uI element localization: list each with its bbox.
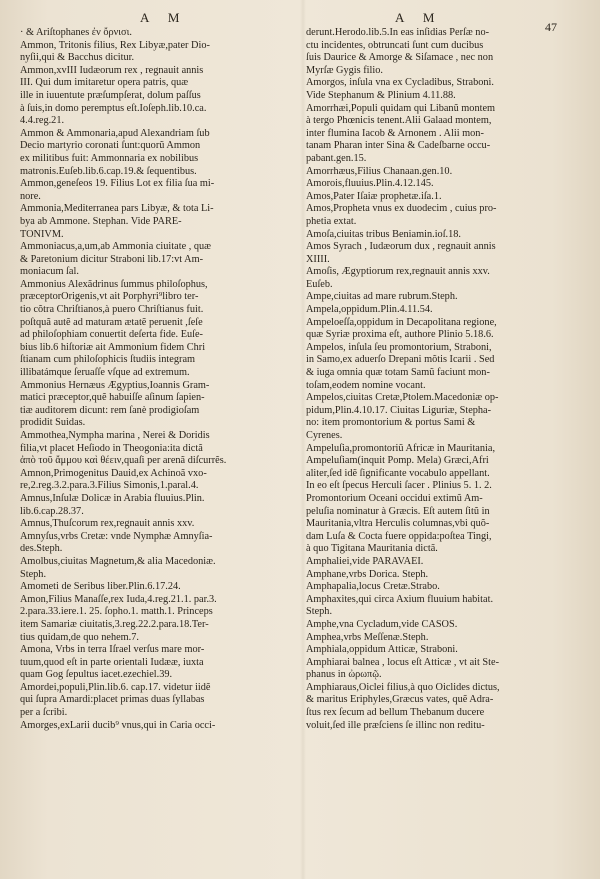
text-line: re,2.reg.3.2.para.3.Filius Simonis,1.paral.4.	[20, 480, 199, 492]
text-line: derunt.Herodo.lib.5.In eas inſidias Perſæ no-	[306, 27, 490, 38]
text-line: Amos,Propheta vnus ex duodecim , cuius pro-	[306, 203, 497, 215]
text-line: illibatámque ſeruaſſe vſque ad extremum.	[20, 367, 190, 379]
text-line: Ammonius Hernæus Ægyptius,Ioannis Gram-	[20, 379, 210, 391]
text-line: ad philoſophiam conuertit deſerta fide. Euſe-	[20, 329, 203, 341]
text-line: Amphiarai balnea , locus eſt Atticæ , vt ait Ste-	[306, 656, 500, 668]
text-line: · & Ariſtophanes ἐν ὄρνισι.	[20, 27, 132, 38]
text-line: ex militibus fuit: Ammonnaria ex nobilibus	[20, 152, 199, 164]
text-line: inter flumina Iacob & Arnonem . Alii mon-	[306, 127, 484, 139]
text-line: Ampe,ciuitas ad mare rubrum.Steph.	[306, 291, 458, 303]
text-line: Ammon,xvIII Iudæorum rex , regnauit annis	[20, 64, 204, 76]
text-line: Ammothea,Nympha marina , Nerei & Doridis	[20, 430, 210, 441]
text-line: tius quidam,de quo nehem.7.	[20, 631, 139, 643]
text-line: 4.4.reg.21.	[20, 115, 65, 127]
text-line: tiæ auditorem dicunt: rem ſanè prodigioſam	[20, 404, 200, 416]
text-line: Decio martyrio coronati ſunt:quorũ Ammon	[20, 140, 201, 152]
text-line: Amphaxites,qui circa Axium fluuium habitat.	[306, 593, 494, 605]
text-line: ctu incidentes, obtruncati ſunt cum ducibus	[306, 39, 484, 51]
text-line: Amnon,Primogenitus Dauid,ex Achinoã vxo-	[20, 467, 207, 479]
text-line: Amordei,populi,Plin.lib.6. cap.17. videtur iidẽ	[20, 681, 211, 693]
text-line: bius lib.6 hiſtoriæ ait Ammonium fidem Chri	[20, 341, 206, 353]
text-line: lib.6.cap.28.37.	[20, 505, 84, 517]
text-line: poſtquã autẽ ad maturam ætatẽ peruenit ,ſeſe	[20, 316, 203, 328]
text-line: tio cõtra Chriſtianos,à puero Chriſtianus fuit.	[20, 304, 204, 316]
text-line: Amoſis, Ægyptiorum rex,regnauit annis xxv.	[306, 266, 490, 278]
text-line: Ammonius Alexãdrinus ſummus philoſophus,	[20, 278, 208, 290]
text-line: tuum,quod eſt in parte orientali Iudææ, iuxta	[20, 656, 204, 668]
text-line: præceptorOrigenis,vt ait Porphyri⁹libro ter-	[20, 291, 199, 303]
text-line: TONIVM.	[20, 228, 64, 240]
text-line: XIIII.	[306, 253, 330, 265]
text-line: phetia extat.	[306, 215, 357, 227]
text-line: Amphane,vrbs Dorica. Steph.	[306, 568, 429, 580]
text-line: Ampeluſia,promontoriũ Africæ in Mauritania,	[306, 442, 496, 454]
text-line: Amona, Vrbs in terra Iſrael verſus mare mor-	[20, 644, 205, 656]
text-line: dam Luſa & Cocta fuere oppida:poſtea Tingi,	[306, 530, 492, 542]
text-line: matronis.Euſeb.lib.6.cap.19.& ſequentibus.	[20, 165, 197, 177]
text-line: Amorges,exLarii ducib⁹ vnus,qui in Caria occi-	[20, 719, 216, 731]
text-line: Myrſæ Gygis filio.	[306, 64, 383, 76]
text-line: no: item promontorium & portus Sami &	[306, 417, 476, 429]
text-line: Amos,Pater Iſaiæ prophetæ.iſa.1.	[306, 190, 442, 202]
right-text-column	[306, 27, 588, 732]
text-line: Ampelos, inſula ſeu promontorium, Straboni,	[306, 341, 492, 353]
text-line: voluit,ſed ille præſciens ſe illinc non reditu-	[306, 719, 485, 731]
text-line: In eo eſt ſpecus Herculi ſacer . Plinius 5. 1. 2.	[306, 480, 492, 492]
text-line: Amon,Filius Manaſſe,rex Iuda,4.reg.21.1. par.3.	[20, 593, 217, 605]
text-line: Amphiala,oppidum Atticæ, Straboni.	[306, 644, 458, 656]
page-number: 47	[545, 20, 557, 34]
text-line: Cyrenes.	[306, 430, 343, 441]
text-line: pabant.gen.15.	[306, 152, 367, 164]
text-line: & maritus Eriphyles,Græcus vates, quẽ Adra-	[306, 694, 494, 706]
text-line: 2.para.33.iere.1. 25. ſopho.1. matth.1. Princeps	[20, 606, 213, 618]
text-line: ſtus rex ſecum ad bellum Thebanum ducere	[306, 707, 485, 719]
text-line: ſtianam cum philoſophicis ſtudiis integram	[20, 354, 196, 366]
text-line: ſuis Daurice & Amorge & Siſamace , nec non	[306, 52, 494, 64]
text-line: à quo Tigitana Mauritania dictã.	[306, 543, 438, 555]
text-line: qui ſupra Amardi:placet primas duas ſyllabas	[20, 694, 205, 706]
text-line: Ampela,oppidum.Plin.4.11.54.	[306, 304, 433, 316]
text-line: ἀπὸ τοῦ ἄμμου καὶ θέειν,quaſi per arenã diſcurrẽs.	[20, 455, 227, 467]
text-line: Amphapalia,locus Cretæ.Strabo.	[306, 581, 440, 593]
text-line: & iuga omnia quæ totam Samũ faciunt mon-	[306, 367, 490, 379]
text-line: Amorois,fluuius.Plin.4.12.145.	[306, 178, 434, 190]
text-line: & Paretonium dicitur Straboni lib.17:vt Am-	[20, 253, 204, 265]
running-header-right: A M	[395, 10, 443, 25]
text-line: des.Steph.	[20, 543, 63, 555]
text-line: bya ab Ammone. Stephan. Vide PARE-	[20, 215, 182, 227]
left-text-column	[20, 27, 298, 732]
text-line: Euſeb.	[306, 278, 333, 290]
text-line: Amphe,vna Cycladum,vide CASOS.	[306, 618, 458, 630]
text-line: Ammonia,Mediterranea pars Libyæ, & tota Li-	[20, 203, 214, 215]
text-line: Amphaliei,vide PARAVAEI.	[306, 555, 424, 567]
text-line: Amos Syrach , Iudæorum dux , regnauit annis	[306, 241, 496, 253]
text-line: phanus in ὠρωπῷ.	[306, 669, 382, 681]
text-line: Steph.	[306, 606, 333, 618]
text-line: III. Qui dum imitaretur opera patris, quæ	[20, 77, 189, 89]
text-line: Ampelos,ciuitas Cretæ,Ptolem.Macedoniæ op-	[306, 392, 499, 404]
text-line: à ſuis,in domo peremptus eſt.Ioſeph.lib.10.ca.	[20, 102, 207, 114]
text-line: Amorrhæus,Filius Chanaan.gen.10.	[306, 165, 453, 177]
text-line: Ammon & Ammonaria,apud Alexandriam ſub	[20, 127, 210, 139]
text-line: Ampeloeſſa,oppidum in Decapolitana regione,	[306, 316, 497, 328]
running-header-left: A M	[140, 10, 188, 25]
text-line: prodidit Suidas.	[20, 417, 86, 429]
text-line: filia,vt placet Heſiodo in Theogonia:ita dictã	[20, 442, 203, 454]
text-line: per a ſcribi.	[20, 707, 68, 719]
text-line: quæ Syriæ proxima eſt, authore Plinio 5.18.6.	[306, 329, 494, 341]
text-line: tanam Pharan inter Sina & Cadeſbarne occu-	[306, 140, 491, 152]
text-line: ille in iuuentute præſumpſerat, dolum paſſus	[20, 89, 201, 101]
text-line: Amphiaraus,Oiclei filius,à quo Oiclides dictus,	[306, 681, 500, 693]
text-line: Promontorium Oceani occidui extimũ Am-	[306, 492, 483, 504]
text-line: Ampeluſiam(inquit Pomp. Mela) Græci,Afri	[306, 455, 489, 467]
text-line: Amnus,Inſulæ Dolicæ in Arabia fluuius.Plin.	[20, 492, 205, 504]
text-line: toſam,eodem nomine vocant.	[306, 379, 426, 391]
text-line: Amnyſus,vrbs Cretæ: vnde Nymphæ Amnyſia-	[20, 530, 213, 542]
text-line: Amoſa,ciuitas tribus Beniamin.ioſ.18.	[306, 228, 462, 240]
text-line: nyſii,qui & Bacchus dicitur.	[20, 52, 135, 64]
text-line: pidum,Plin.4.10.17. Ciuitas Liguriæ, Stepha-	[306, 404, 492, 416]
text-line: matici præceptor,quẽ habuiſſe aſinum ſapien-	[20, 392, 205, 404]
text-line: Ammon,geneſeos 19. Filius Lot ex filia ſua mi-	[20, 178, 215, 190]
text-line: à tergo Phœnicis tenent.Alii Galaad montem,	[306, 115, 492, 127]
text-line: Vide Stephanum & Plinium 4.11.88.	[306, 89, 456, 101]
text-line: Amolbus,ciuitas Magnetum,& alia Macedoniæ.	[20, 555, 216, 567]
text-line: Ammon, Tritonis filius, Rex Libyæ,pater Dio-	[20, 39, 210, 51]
text-line: Steph.	[20, 568, 47, 580]
text-line: peluſia nominatur à Græcis. Eſt autem ſitũ in	[306, 505, 490, 517]
text-line: aliter,ſed idẽ ſignificante vocabulo appellant.	[306, 467, 490, 479]
text-line: Amphea,vrbs Meſſenæ.Steph.	[306, 631, 429, 643]
text-line: Ammoniacus,a,um,ab Ammonia ciuitate , quæ	[20, 241, 212, 253]
text-line: Amorgos, inſula vna ex Cycladibus, Straboni.	[306, 77, 494, 89]
text-line: Mauritania,vltra Herculis columnas,vbi quõ-	[306, 518, 490, 530]
text-line: Amorrhæi,Populi quidam qui Libanũ montem	[306, 102, 496, 114]
text-line: quam Gog ſepultus iacet.ezechiel.39.	[20, 669, 173, 681]
text-line: in Samo,ex aduerſo Drepani mõtis Icarii . Sed	[306, 354, 495, 366]
text-line: nore.	[20, 190, 41, 202]
text-line: Amometi de Seribus liber.Plin.6.17.24.	[20, 581, 181, 593]
text-line: moniacum ſal.	[20, 266, 79, 278]
text-line: item Samariæ ciuitatis,3.reg.22.2.para.18.Ter-	[20, 618, 209, 630]
text-line: Amnus,Thuſcorum rex,regnauit annis xxv.	[20, 518, 195, 530]
